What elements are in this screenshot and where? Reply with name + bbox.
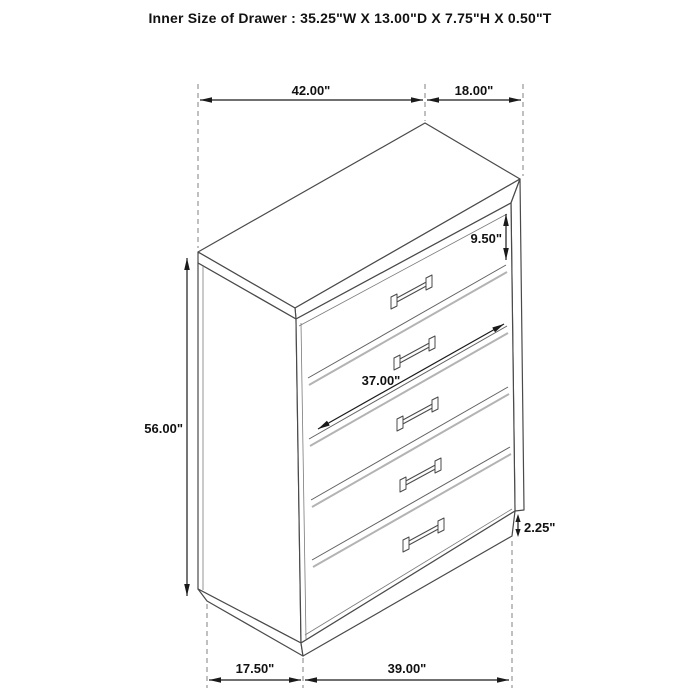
label-bottom-depth: 17.50" — [235, 661, 275, 676]
label-top-depth: 18.00" — [454, 83, 494, 98]
left-side-face — [198, 263, 301, 643]
label-top-width: 42.00" — [291, 83, 331, 98]
page-title: Inner Size of Drawer : 35.25"W X 13.00"D X 7.75"H X 0.50"T — [148, 10, 552, 26]
label-bottom-width: 39.00" — [387, 661, 427, 676]
label-top-drawer-height: 9.50" — [470, 231, 502, 246]
label-overall-height: 56.00" — [144, 421, 183, 436]
chest-drawing — [198, 123, 524, 656]
label-inner-width: 37.00" — [361, 373, 401, 388]
dimension-line-base-height — [515, 514, 520, 537]
label-base-height: 2.25" — [524, 520, 556, 535]
